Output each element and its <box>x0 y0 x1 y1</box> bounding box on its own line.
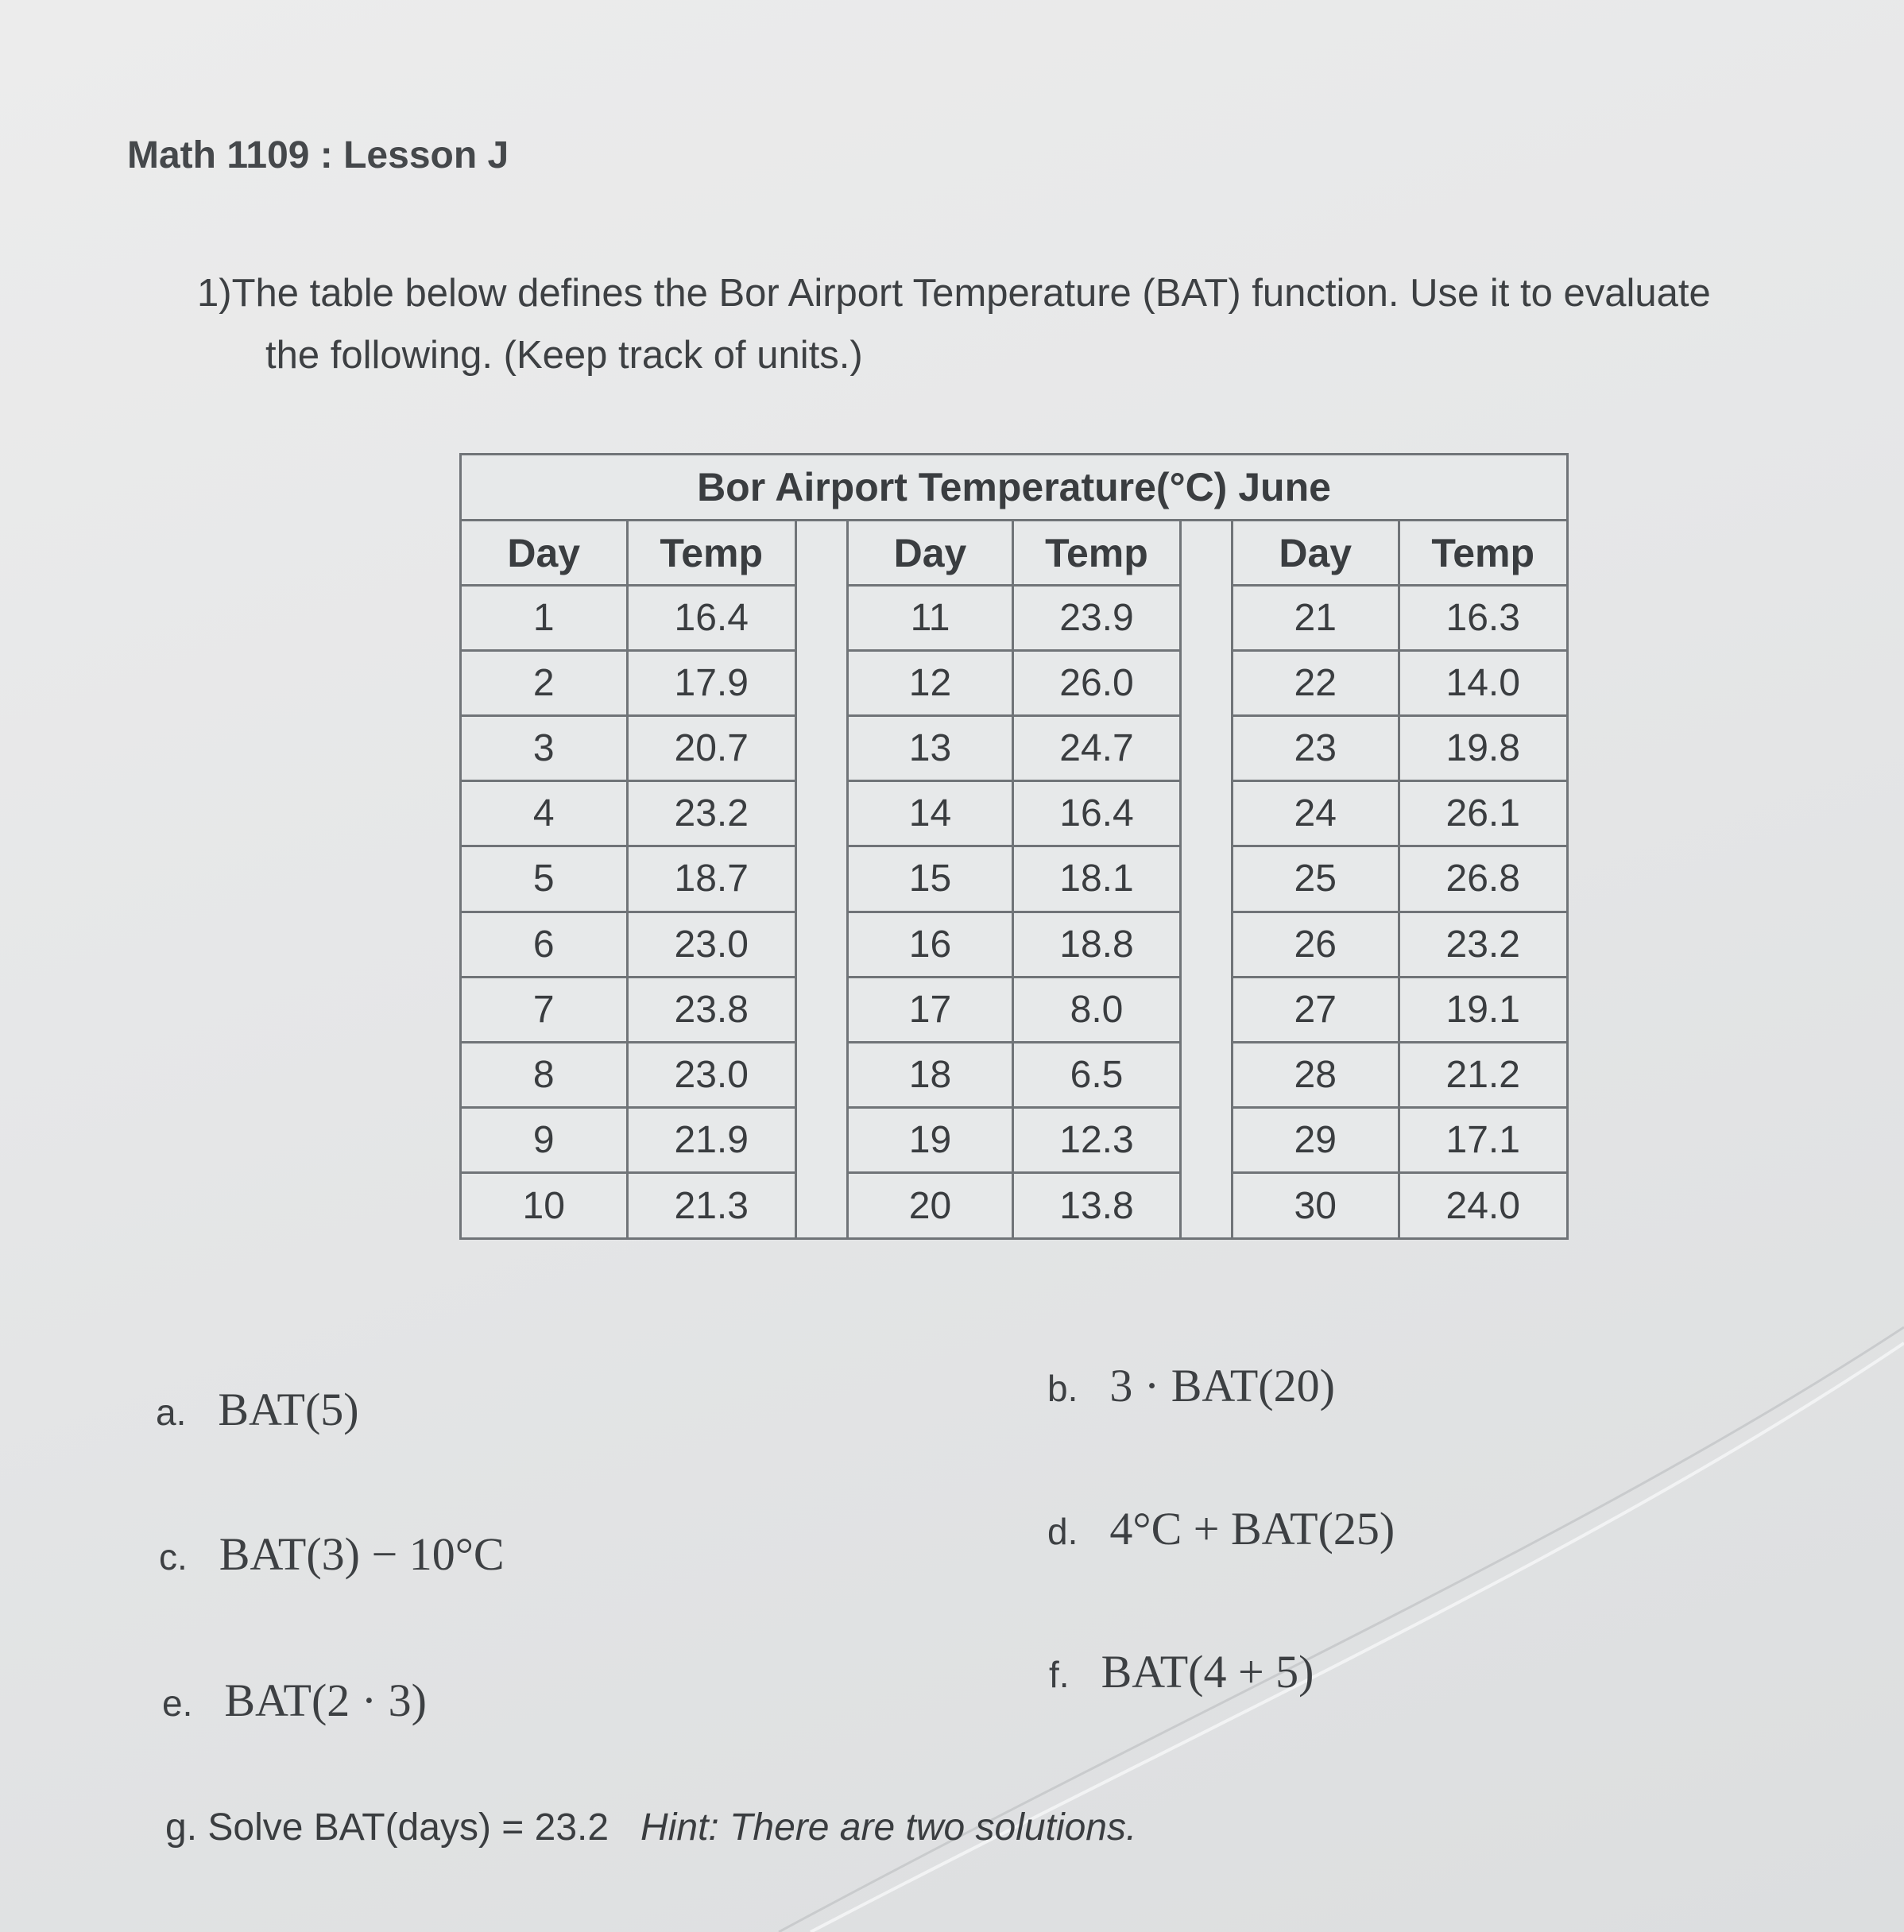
exercise-e-label: e. <box>162 1682 193 1724</box>
temp-cell: 16.4 <box>629 587 795 652</box>
question-line-1: 1)The table below defines the Bor Airport Temperature (BAT) function. Use it to evaluate <box>197 272 1711 315</box>
temp-cell: 26.0 <box>1014 652 1179 717</box>
day-cell: 30 <box>1233 1174 1400 1239</box>
exercise-b-label: b. <box>1047 1368 1078 1409</box>
temp-cell: 26.1 <box>1400 782 1567 847</box>
temp-cell: 8.0 <box>1014 978 1179 1043</box>
day-cell: 28 <box>1233 1043 1400 1109</box>
day-cell: 21 <box>1233 587 1400 652</box>
exercise-c-label: c. <box>159 1536 188 1578</box>
temp-cell: 21.9 <box>629 1109 795 1174</box>
temp-cell: 16.3 <box>1400 587 1567 652</box>
day-cell: 8 <box>462 1043 629 1109</box>
exercise-f <box>1049 1645 1314 1698</box>
day-cell: 20 <box>849 1174 1014 1239</box>
day-cell: 3 <box>462 717 629 782</box>
day-cell: 11 <box>849 587 1014 652</box>
temp-cell: 18.7 <box>629 847 795 912</box>
exercise-f-expression: BAT(4 + 5) <box>1101 1646 1314 1698</box>
temp-cell: 23.8 <box>629 978 795 1043</box>
temp-cell: 20.7 <box>629 717 795 782</box>
table-group-3 <box>1231 521 1566 1239</box>
lesson-header: Math 1109 : Lesson J <box>127 134 509 176</box>
temp-cell: 14.0 <box>1400 652 1567 717</box>
day-cell: 16 <box>849 913 1014 978</box>
temp-cell: 21.2 <box>1400 1043 1567 1109</box>
temp-cell: 23.0 <box>629 1043 795 1109</box>
day-cell: 19 <box>849 1109 1014 1174</box>
header-day: Day <box>1233 521 1400 587</box>
exercise-a-label: a. <box>156 1392 187 1433</box>
exercise-b <box>1047 1359 1335 1412</box>
temperature-table <box>459 453 1569 1240</box>
temp-cell: 23.0 <box>629 913 795 978</box>
exercise-a <box>156 1383 359 1436</box>
temp-cell: 16.4 <box>1014 782 1179 847</box>
header-day: Day <box>462 521 629 587</box>
question-line-2: the following. (Keep track of units.) <box>265 334 863 377</box>
temp-cell: 19.1 <box>1400 978 1567 1043</box>
exercise-d-label: d. <box>1047 1511 1078 1552</box>
table-group-1 <box>462 521 797 1239</box>
temp-cell: 23.2 <box>1400 913 1567 978</box>
table-group-2 <box>846 521 1182 1239</box>
temp-cell: 6.5 <box>1014 1043 1179 1109</box>
day-cell: 22 <box>1233 652 1400 717</box>
day-cell: 5 <box>462 847 629 912</box>
day-cell: 17 <box>849 978 1014 1043</box>
day-cell: 29 <box>1233 1109 1400 1174</box>
day-cell: 23 <box>1233 717 1400 782</box>
day-cell: 18 <box>849 1043 1014 1109</box>
temp-cell: 19.8 <box>1400 717 1567 782</box>
header-day: Day <box>849 521 1014 587</box>
day-cell: 4 <box>462 782 629 847</box>
exercise-e-expression: BAT(2 · 3) <box>224 1675 427 1726</box>
temp-cell: 17.1 <box>1400 1109 1567 1174</box>
temp-cell: 12.3 <box>1014 1109 1179 1174</box>
temp-cell: 26.8 <box>1400 847 1567 912</box>
exercise-f-label: f. <box>1049 1654 1070 1695</box>
exercise-c <box>159 1527 505 1581</box>
temp-cell: 17.9 <box>629 652 795 717</box>
exercise-g-hint: Hint: There are two solutions. <box>640 1806 1137 1849</box>
day-cell: 24 <box>1233 782 1400 847</box>
question-text <box>197 262 1826 386</box>
day-cell: 9 <box>462 1109 629 1174</box>
header-temp: Temp <box>1400 521 1567 587</box>
table-title: Bor Airport Temperature(°C) June <box>462 455 1566 521</box>
temp-cell: 24.0 <box>1445 1185 1520 1228</box>
day-cell: 7 <box>462 978 629 1043</box>
day-cell: 14 <box>849 782 1014 847</box>
day-cell: 6 <box>462 913 629 978</box>
day-cell: 1 <box>462 587 629 652</box>
day-cell: 25 <box>1233 847 1400 912</box>
table-groups <box>462 521 1566 1239</box>
day-cell: 27 <box>1233 978 1400 1043</box>
temp-cell: 24.7 <box>1014 717 1179 782</box>
temp-cell: 23.9 <box>1014 587 1179 652</box>
day-cell: 2 <box>462 652 629 717</box>
header-temp: Temp <box>629 521 795 587</box>
day-cell: 12 <box>849 652 1014 717</box>
day-cell: 13 <box>849 717 1014 782</box>
exercise-g-text: g. Solve BAT(days) = 23.2 <box>165 1806 610 1849</box>
day-cell: 15 <box>849 847 1014 912</box>
day-cell: 26 <box>1233 913 1400 978</box>
temp-cell: 13.8 <box>1059 1185 1134 1228</box>
exercise-c-expression: BAT(3) − 10°C <box>219 1528 505 1580</box>
exercise-b-expression: 3 · BAT(20) <box>1109 1360 1335 1411</box>
exercise-e <box>162 1674 427 1727</box>
exercise-a-expression: BAT(5) <box>218 1384 359 1435</box>
temp-cell: 18.1 <box>1014 847 1179 912</box>
exercise-d-expression: 4°C + BAT(25) <box>1109 1503 1395 1555</box>
temp-cell: 23.2 <box>629 782 795 847</box>
header-temp: Temp <box>1014 521 1179 587</box>
temp-cell: 21.3 <box>674 1185 749 1228</box>
temp-cell: 18.8 <box>1014 913 1179 978</box>
exercise-d <box>1047 1502 1395 1555</box>
day-cell: 10 <box>462 1174 629 1239</box>
exercise-g <box>165 1806 1136 1849</box>
